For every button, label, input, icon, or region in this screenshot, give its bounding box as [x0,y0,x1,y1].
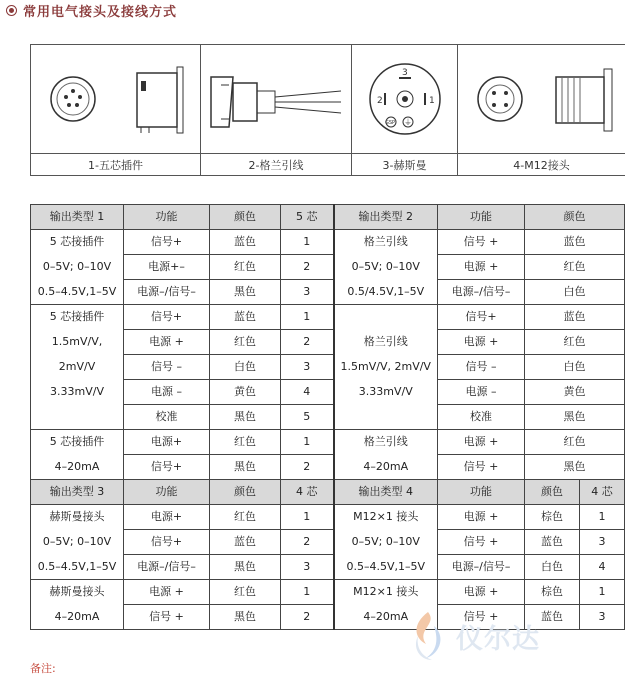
type-cell: 格兰引线 [334,230,438,255]
pin-cell: 1 [281,230,334,255]
pin-cell: 3 [281,355,334,380]
type-cell: 1.5mV/V, 2mV/V [334,355,438,380]
pin-cell: 2 [281,255,334,280]
function-cell: 电源–/信号– [438,555,525,580]
function-cell: 电源+– [124,255,210,280]
hirschmann-figure [352,45,458,154]
table-row [31,530,625,555]
section-title: 常用电气接头及接线方式 [23,4,178,20]
color-cell: 红色 [210,430,281,455]
pin-cell: 1 [580,580,625,605]
type-cell: 0–5V; 0–10V [31,530,124,555]
table-header-row [31,205,625,230]
type-cell: 赫斯曼接头 [31,505,124,530]
section-header [6,0,177,20]
function-cell: 电源 + [438,505,525,530]
color-cell: 黑色 [210,280,281,305]
color-cell: 红色 [210,330,281,355]
color-cell: 红色 [210,255,281,280]
type-cell: M12×1 接头 [334,580,438,605]
pin-cell: 4 [580,555,625,580]
hirschmann-gsp-label: GSP [385,120,396,126]
type-cell-empty [334,305,438,330]
function-cell: 电源+ [124,505,210,530]
pin-cell: 1 [281,305,334,330]
table-row [31,330,625,355]
header-cell: 输出类型 1 [31,205,124,230]
type-cell: 0.5–4.5V,1–5V [334,555,438,580]
color-cell: 黑色 [210,455,281,480]
function-cell: 信号 + [438,605,525,630]
function-cell: 电源–/信号– [124,555,210,580]
color-cell: 红色 [525,430,625,455]
function-cell: 信号 + [438,455,525,480]
header-cell: 输出类型 4 [334,480,438,505]
pin-cell: 3 [281,555,334,580]
table-row [31,305,625,330]
function-cell: 电源–/信号– [124,280,210,305]
type-cell: 0–5V; 0–10V [334,255,438,280]
color-cell: 红色 [210,580,281,605]
color-cell: 黑色 [525,455,625,480]
function-cell: 电源 – [438,380,525,405]
watermark-text: 仪尔达 [456,623,540,655]
type-cell: 0.5–4.5V,1–5V [31,280,124,305]
color-cell: 白色 [525,555,580,580]
hirschmann-pin-left: 2 [377,96,383,106]
table-row [31,380,625,405]
color-cell: 蓝色 [210,305,281,330]
color-cell: 黑色 [210,555,281,580]
watermark [404,610,540,662]
type-cell: 0–5V; 0–10V [31,255,124,280]
pin-cell: 4 [281,380,334,405]
function-cell: 电源 + [438,330,525,355]
color-cell: 棕色 [525,580,580,605]
color-cell: 黄色 [525,380,625,405]
color-cell: 黑色 [210,605,281,630]
header-cell: 5 芯 [281,205,334,230]
type-cell: 格兰引线 [334,330,438,355]
color-cell: 蓝色 [525,230,625,255]
five-core-plug-icon [31,45,201,153]
function-cell: 信号+ [124,305,210,330]
type-cell: M12×1 接头 [334,505,438,530]
hirschmann-pin-right: 1 [429,96,435,106]
type-cell: 5 芯接插件 [31,230,124,255]
m12-figure [458,45,625,154]
type-cell: 1.5mV/V, [31,330,124,355]
header-cell: 颜色 [210,205,281,230]
color-cell: 白色 [210,355,281,380]
function-cell: 信号+ [438,305,525,330]
color-cell: 蓝色 [525,605,580,630]
function-cell: 电源 + [438,580,525,605]
function-cell: 电源 – [124,380,210,405]
table-row [31,230,625,255]
gland-lead-icon [201,45,352,153]
header-cell: 颜色 [525,205,625,230]
color-cell: 蓝色 [210,230,281,255]
hirschmann-icon [352,45,458,153]
pin-cell: 3 [580,530,625,555]
function-cell: 电源 + [124,330,210,355]
header-cell: 颜色 [525,480,580,505]
wiring-table [30,204,625,630]
pin-cell: 3 [580,605,625,630]
color-cell: 红色 [525,330,625,355]
table-row [31,355,625,380]
pin-cell: 1 [281,430,334,455]
function-cell: 电源 + [124,580,210,605]
connector-caption: 1-五芯插件 [31,154,201,176]
color-cell: 黄色 [210,380,281,405]
connector-caption: 3-赫斯曼 [352,154,458,176]
type-cell: 4–20mA [31,455,124,480]
type-cell: 5 芯接插件 [31,430,124,455]
header-cell: 4 芯 [281,480,334,505]
type-cell: 4–20mA [31,605,124,630]
function-cell: 信号 + [124,605,210,630]
pin-cell: 5 [281,405,334,430]
header-cell: 功能 [124,205,210,230]
table-row [31,280,625,305]
color-cell: 棕色 [525,505,580,530]
type-cell: 4–20mA [334,455,438,480]
function-cell: 校准 [124,405,210,430]
table-row [31,555,625,580]
connector-caption: 4-M12接头 [458,154,625,176]
color-cell: 红色 [210,505,281,530]
type-cell-empty [31,405,124,430]
pin-cell: 2 [281,330,334,355]
type-cell: 0.5/4.5V,1–5V [334,280,438,305]
pin-cell: 1 [281,505,334,530]
table-row [31,455,625,480]
function-cell: 信号+ [124,455,210,480]
function-cell: 电源–/信号– [438,280,525,305]
pin-cell: 2 [281,455,334,480]
function-cell: 电源+ [124,430,210,455]
function-cell: 信号 + [438,530,525,555]
connector-caption: 2-格兰引线 [201,154,352,176]
type-cell: 0.5–4.5V,1–5V [31,555,124,580]
five-core-plug-figure [31,45,201,154]
table-row [31,505,625,530]
type-cell: 4–20mA [334,605,438,630]
pin-cell: 2 [281,605,334,630]
ground-icon: ⏚ [404,118,412,127]
color-cell: 蓝色 [525,305,625,330]
color-cell: 蓝色 [525,530,580,555]
plug-icon [6,5,17,16]
pin-cell: 3 [281,280,334,305]
color-cell: 红色 [525,255,625,280]
color-cell: 蓝色 [210,530,281,555]
type-cell-empty [334,405,438,430]
type-cell: 3.33mV/V [31,380,124,405]
table-row [31,405,625,430]
function-cell: 电源 + [438,430,525,455]
header-cell: 4 芯 [580,480,625,505]
function-cell: 信号+ [124,230,210,255]
function-cell: 信号+ [124,530,210,555]
connector-figure-table [30,44,625,176]
table-header-row [31,480,625,505]
pin-cell: 1 [281,580,334,605]
type-cell: 赫斯曼接头 [31,580,124,605]
header-cell: 功能 [124,480,210,505]
m12-icon [458,45,625,153]
function-cell: 信号 + [438,230,525,255]
type-cell: 格兰引线 [334,430,438,455]
header-cell: 颜色 [210,480,281,505]
pin-cell: 1 [580,505,625,530]
flame-logo-icon [404,610,452,662]
header-cell: 功能 [438,480,525,505]
note-label: 备注: [30,662,56,675]
function-cell: 信号 – [438,355,525,380]
header-cell: 输出类型 2 [334,205,438,230]
pin-cell: 2 [281,530,334,555]
table-row [31,255,625,280]
table-row [31,580,625,605]
type-cell: 2mV/V [31,355,124,380]
type-cell: 0–5V; 0–10V [334,530,438,555]
function-cell: 电源 + [438,255,525,280]
gland-lead-figure [201,45,352,154]
color-cell: 黑色 [525,405,625,430]
color-cell: 白色 [525,355,625,380]
type-cell: 3.33mV/V [334,380,438,405]
function-cell: 校准 [438,405,525,430]
hirschmann-pin-top: 3 [402,68,408,78]
function-cell: 信号 – [124,355,210,380]
header-cell: 功能 [438,205,525,230]
type-cell: 5 芯接插件 [31,305,124,330]
table-row [31,430,625,455]
header-cell: 输出类型 3 [31,480,124,505]
color-cell: 黑色 [210,405,281,430]
color-cell: 白色 [525,280,625,305]
